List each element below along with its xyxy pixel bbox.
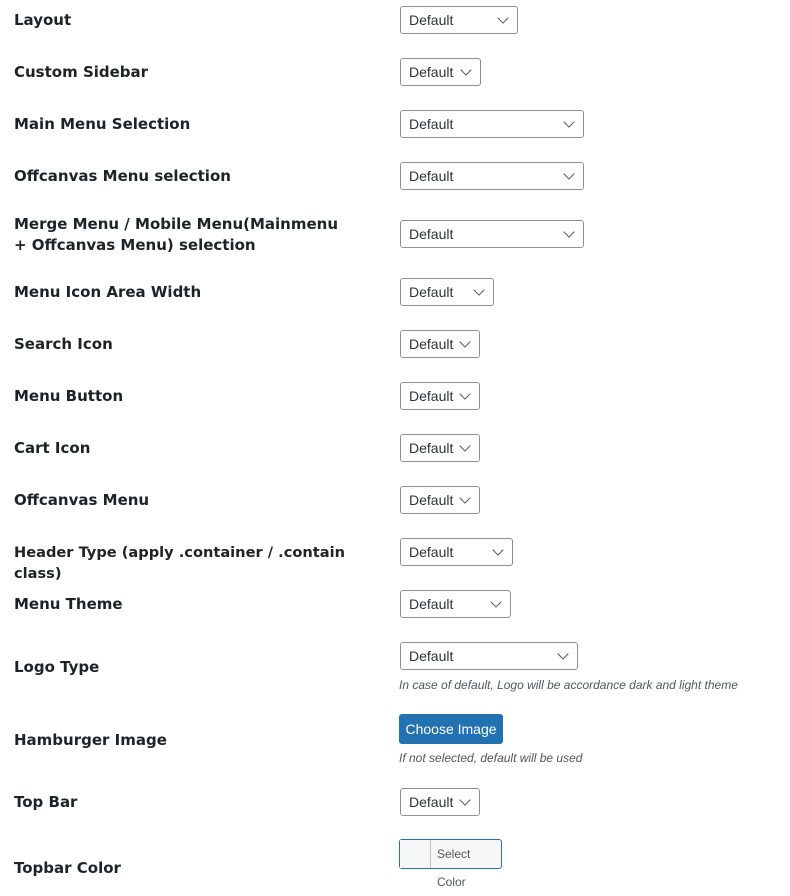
choose-image-button[interactable]: Choose Image — [399, 714, 503, 744]
search-icon-select[interactable] — [400, 330, 480, 358]
chevron-down-icon — [459, 492, 470, 503]
label-cart-icon: Cart Icon — [14, 439, 91, 457]
label-topbar-color: Topbar Color — [14, 859, 121, 877]
chevron-down-icon — [563, 116, 574, 127]
chevron-down-icon — [557, 648, 568, 659]
label-hamburger-image: Hamburger Image — [14, 731, 167, 749]
chevron-down-icon — [459, 440, 470, 451]
custom-sidebar-select-value: Default — [409, 64, 454, 80]
menu-theme-select-value: Default — [409, 596, 454, 612]
cart-icon-select-value: Default — [409, 440, 454, 456]
main-menu-select[interactable] — [400, 110, 584, 138]
label-logo-type: Logo Type — [14, 658, 100, 676]
label-search-icon: Search Icon — [14, 335, 113, 353]
label-merge-menu-selection: Merge Menu / Mobile Menu(Mainmenu + Offcanvas Menu) selection — [14, 215, 339, 254]
offcanvas-menu-select[interactable] — [400, 162, 584, 190]
top-bar-select[interactable] — [400, 788, 480, 816]
chevron-down-icon — [563, 226, 574, 237]
label-header-type: Header Type (apply .container / .contain class) — [14, 544, 345, 582]
main-menu-select-value: Default — [409, 116, 454, 132]
menu-button-select[interactable] — [400, 382, 480, 410]
layout-select[interactable] — [400, 6, 518, 34]
color-swatch[interactable] — [400, 840, 431, 868]
chevron-down-icon — [497, 12, 508, 23]
label-menu-icon-area-width: Menu Icon Area Width — [14, 283, 202, 301]
offcanvas-menu-toggle-select[interactable] — [400, 486, 480, 514]
custom-sidebar-select[interactable] — [400, 58, 481, 86]
label-custom-sidebar: Custom Sidebar — [14, 63, 149, 81]
label-top-bar: Top Bar — [14, 793, 78, 811]
label-main-menu-selection: Main Menu Selection — [14, 115, 191, 133]
menu-icon-area-width-select-value: Default — [409, 284, 454, 300]
merge-menu-select-value: Default — [409, 226, 454, 242]
chevron-down-icon — [473, 284, 484, 295]
chevron-down-icon — [563, 168, 574, 179]
select-color-button[interactable]: Select Color — [437, 847, 471, 889]
label-offcanvas-menu-selection: Offcanvas Menu selection — [14, 167, 231, 185]
top-bar-select-value: Default — [409, 794, 454, 810]
layout-select-value: Default — [409, 12, 454, 28]
label-menu-button: Menu Button — [14, 387, 124, 405]
menu-icon-area-width-select[interactable] — [400, 278, 494, 306]
label-offcanvas-menu: Offcanvas Menu — [14, 491, 150, 509]
logo-type-select[interactable] — [400, 642, 578, 670]
header-type-select-value: Default — [409, 544, 454, 560]
offcanvas-menu-toggle-select-value: Default — [409, 492, 454, 508]
menu-theme-select[interactable] — [400, 590, 511, 618]
cart-icon-select[interactable] — [400, 434, 480, 462]
chevron-down-icon — [460, 64, 471, 75]
header-type-select[interactable] — [400, 538, 513, 566]
logo-type-select-value: Default — [409, 648, 454, 664]
search-icon-select-value: Default — [409, 336, 454, 352]
label-layout: Layout — [14, 11, 72, 29]
chevron-down-icon — [492, 544, 503, 555]
logo-type-description: In case of default, Logo will be accordance dark and light theme — [399, 678, 738, 692]
topbar-color-picker[interactable] — [399, 839, 502, 889]
chevron-down-icon — [459, 336, 470, 347]
merge-menu-select[interactable] — [400, 220, 584, 248]
hamburger-image-description: If not selected, default will be used — [399, 751, 583, 765]
menu-button-select-value: Default — [409, 388, 454, 404]
label-menu-theme: Menu Theme — [14, 595, 123, 613]
chevron-down-icon — [490, 596, 501, 607]
chevron-down-icon — [459, 794, 470, 805]
chevron-down-icon — [459, 388, 470, 399]
offcanvas-menu-select-value: Default — [409, 168, 454, 184]
